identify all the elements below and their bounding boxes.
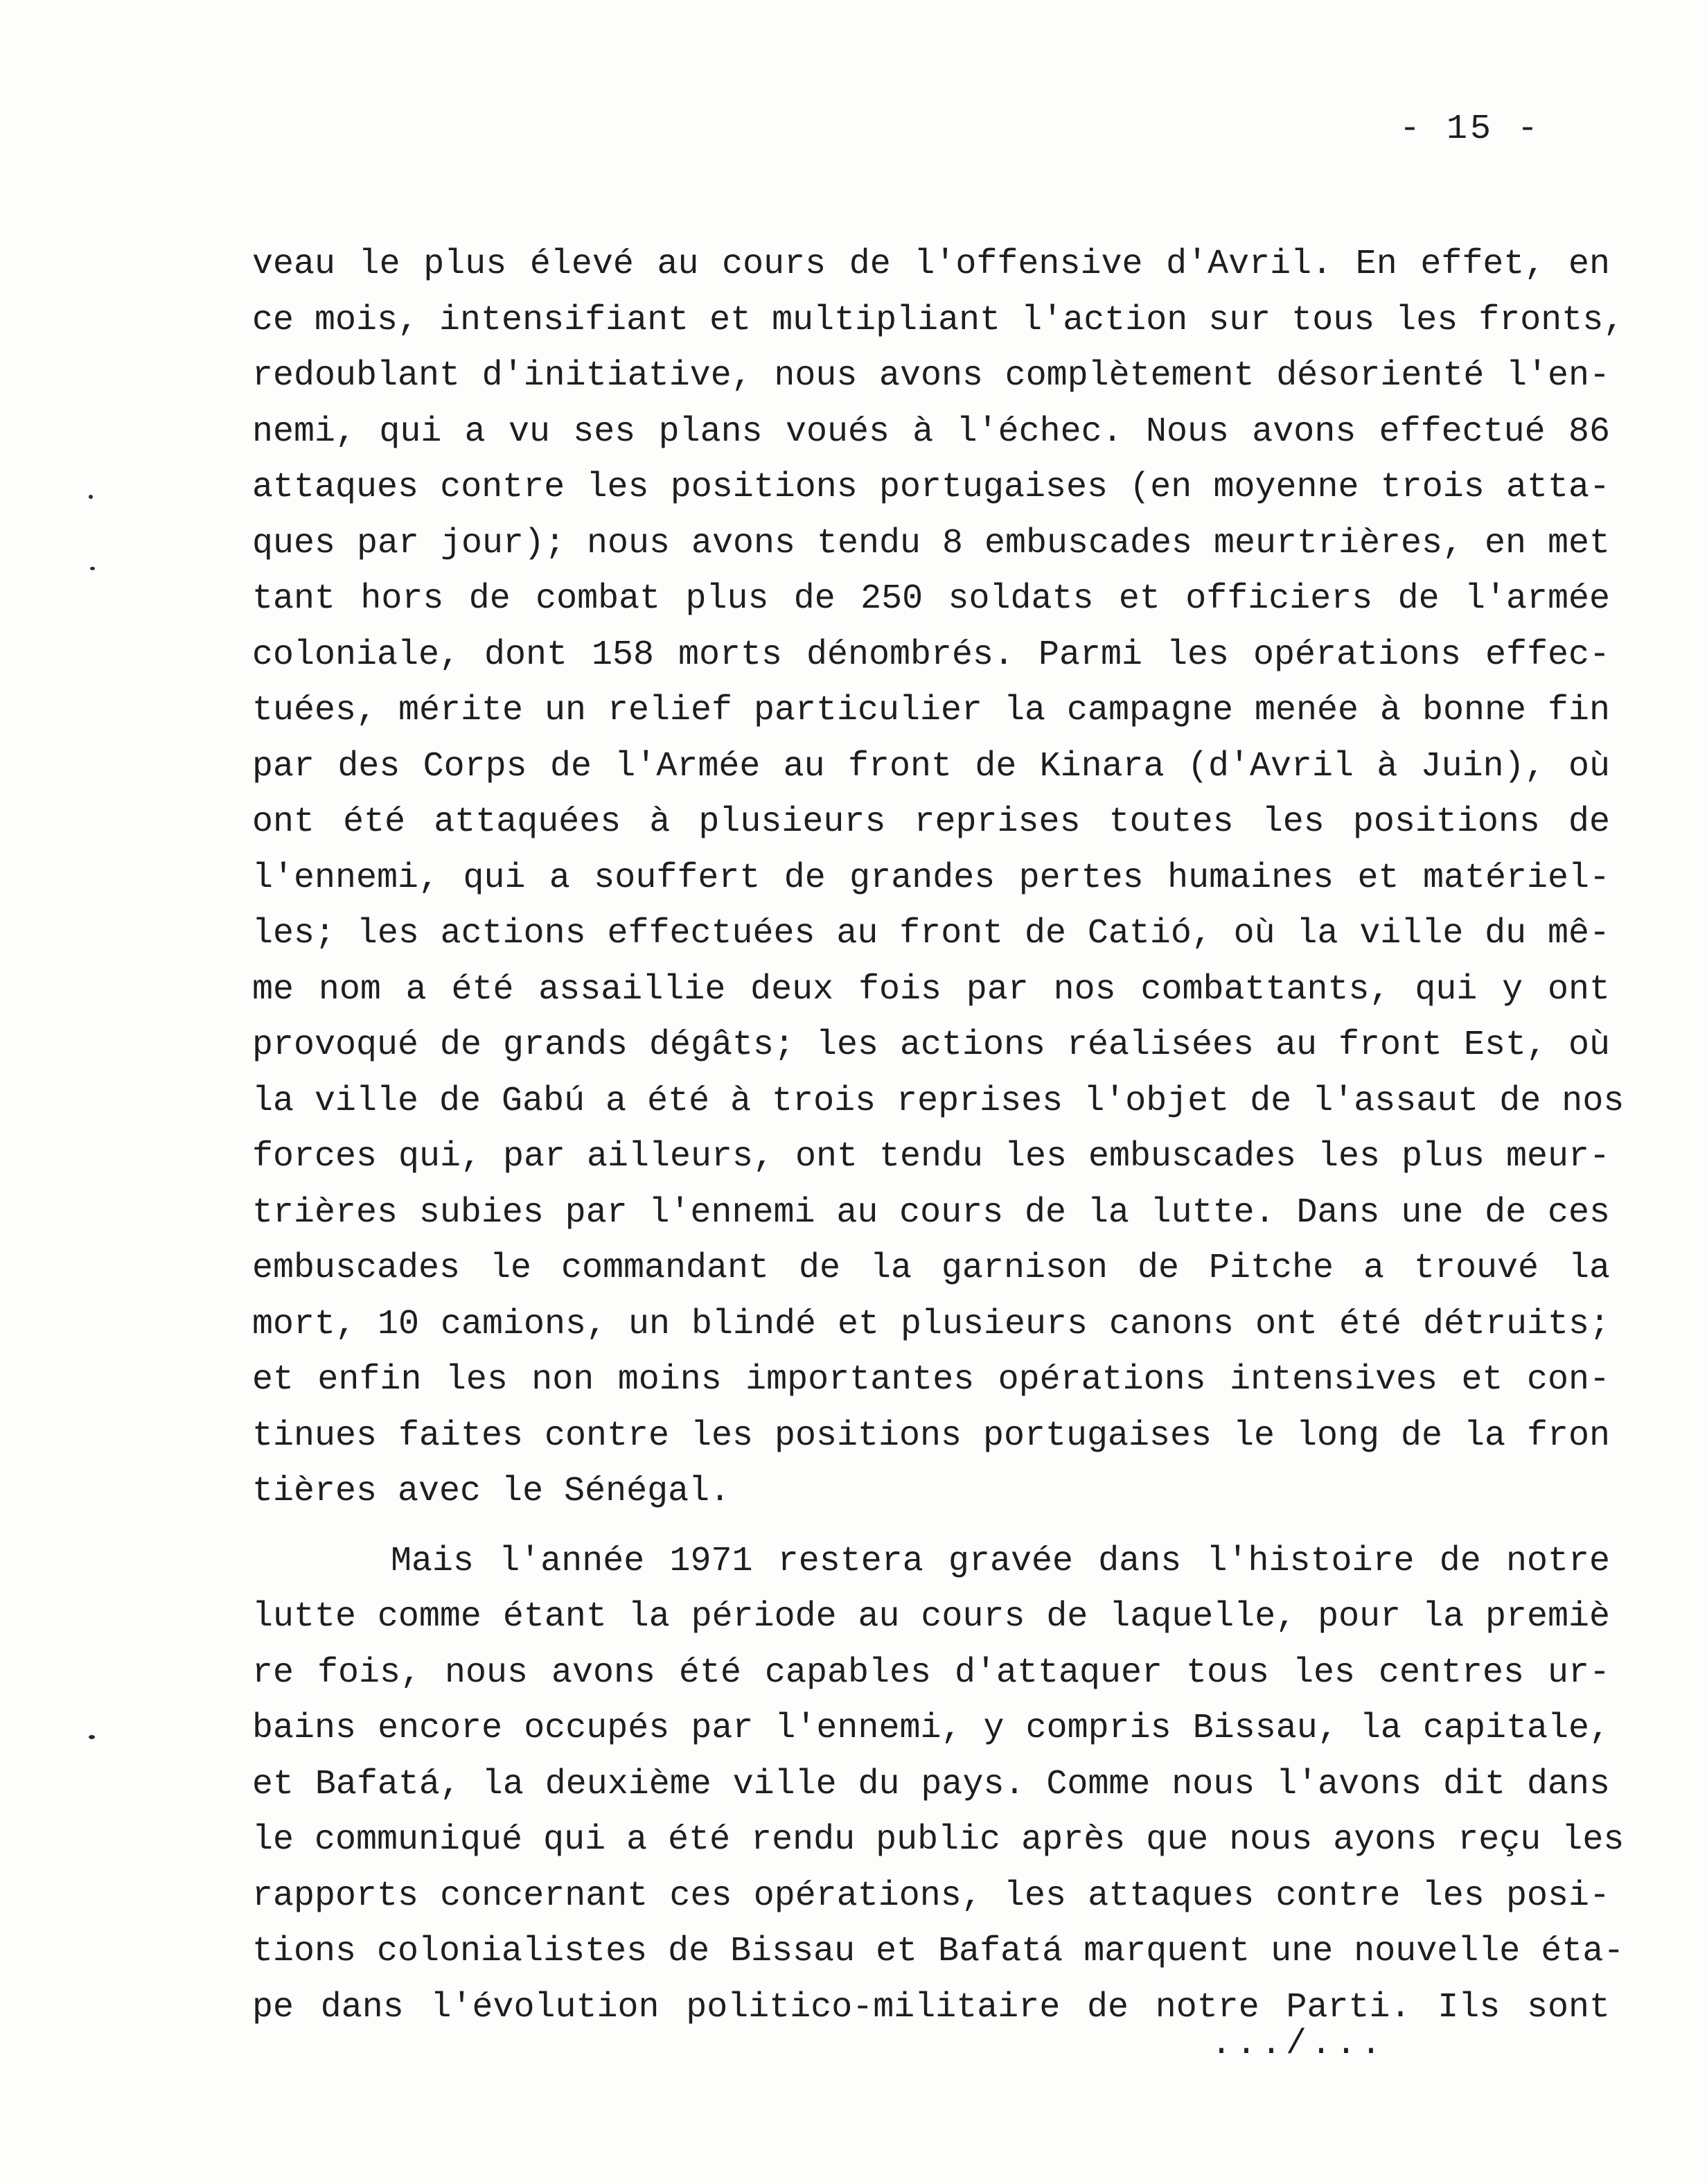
text-line: lutte comme étant la période au cours de laquelle, pour la premiè [252,1597,1610,1637]
page-number: - 15 - [1399,109,1541,149]
continuation-mark: .../... [1211,2025,1386,2064]
paragraph [252,237,1625,1520]
text-line: ce mois, intensifiant et multipliant l'action sur tous les fronts, [252,300,1625,340]
text-line: tinues faites contre les positions portugaises le long de la fron [252,1416,1610,1456]
text-line: re fois, nous avons été capables d'attaquer tous les centres ur- [252,1653,1610,1693]
text-line: me nom a été assaillie deux fois par nos combattants, qui y ont [252,969,1610,1010]
text-line: le communiqué qui a été rendu public après que nous ayons reçu les [252,1820,1625,1860]
text-line: rapports concernant ces opérations, les attaques contre les posi- [252,1876,1610,1916]
text-line: Mais l'année 1971 restera gravée dans l'histoire de notre [391,1541,1610,1581]
text-line: tuées, mérite un relief particulier la campagne menée à bonne fin [252,691,1610,730]
text-line: tières avec le Sénégal. [252,1472,731,1511]
text-line: mort, 10 camions, un blindé et plusieurs canons ont été détruits; [252,1304,1610,1344]
text-line: et enfin les non moins importantes opérations intensives et con- [252,1360,1610,1400]
text-line: tant hors de combat plus de 250 soldats et officiers de l'armée [252,579,1610,619]
text-line: trières subies par l'ennemi au cours de la lutte. Dans une de ces [252,1192,1610,1233]
text-line: par des Corps de l'Armée au front de Kinara (d'Avril à Juin), où [252,746,1610,786]
text-line: veau le plus élevé au cours de l'offensive d'Avril. En effet, en [252,245,1610,284]
text-line: et Bafatá, la deuxième ville du pays. Comme nous l'avons dit dans [252,1764,1610,1804]
body-text [252,237,1625,2036]
text-line: la ville de Gabú a été à trois reprises l'objet de l'assaut de nos [252,1081,1625,1121]
text-line: coloniale, dont 158 morts dénombrés. Parmi les opérations effec- [252,635,1610,675]
text-line: embuscades le commandant de la garnison de Pitche a trouvé la [252,1249,1610,1288]
scan-speck [90,567,95,570]
text-line: ques par jour); nous avons tendu 8 embuscades meurtrières, en met [252,523,1610,563]
text-line: tions colonialistes de Bissau et Bafatá marquent une nouvelle éta- [252,1932,1625,1971]
scan-speck [89,495,93,499]
text-line: pe dans l'évolution politico-militaire de notre Parti. Ils sont [252,1987,1610,2027]
text-line: forces qui, par ailleurs, ont tendu les embuscades les plus meur- [252,1137,1610,1177]
text-line: l'ennemi, qui a souffert de grandes pertes humaines et matériel- [252,858,1610,898]
text-line: attaques contre les positions portugaises (en moyenne trois atta- [252,468,1610,507]
scan-speck [89,1735,95,1739]
text-line: ont été attaquées à plusieurs reprises toutes les positions de [252,802,1610,842]
text-line: redoublant d'initiative, nous avons complètement désorienté l'en- [252,356,1610,396]
text-line: les; les actions effectuées au front de Catió, où la ville du mê- [252,914,1610,953]
paragraph [252,1534,1625,2036]
text-line: bains encore occupés par l'ennemi, y compris Bissau, la capitale, [252,1709,1610,1748]
text-line: provoqué de grands dégâts; les actions réalisées au front Est, où [252,1025,1610,1065]
text-line: nemi, qui a vu ses plans voués à l'échec. Nous avons effectué 86 [252,412,1610,452]
paragraph-gap [252,1520,1610,1534]
